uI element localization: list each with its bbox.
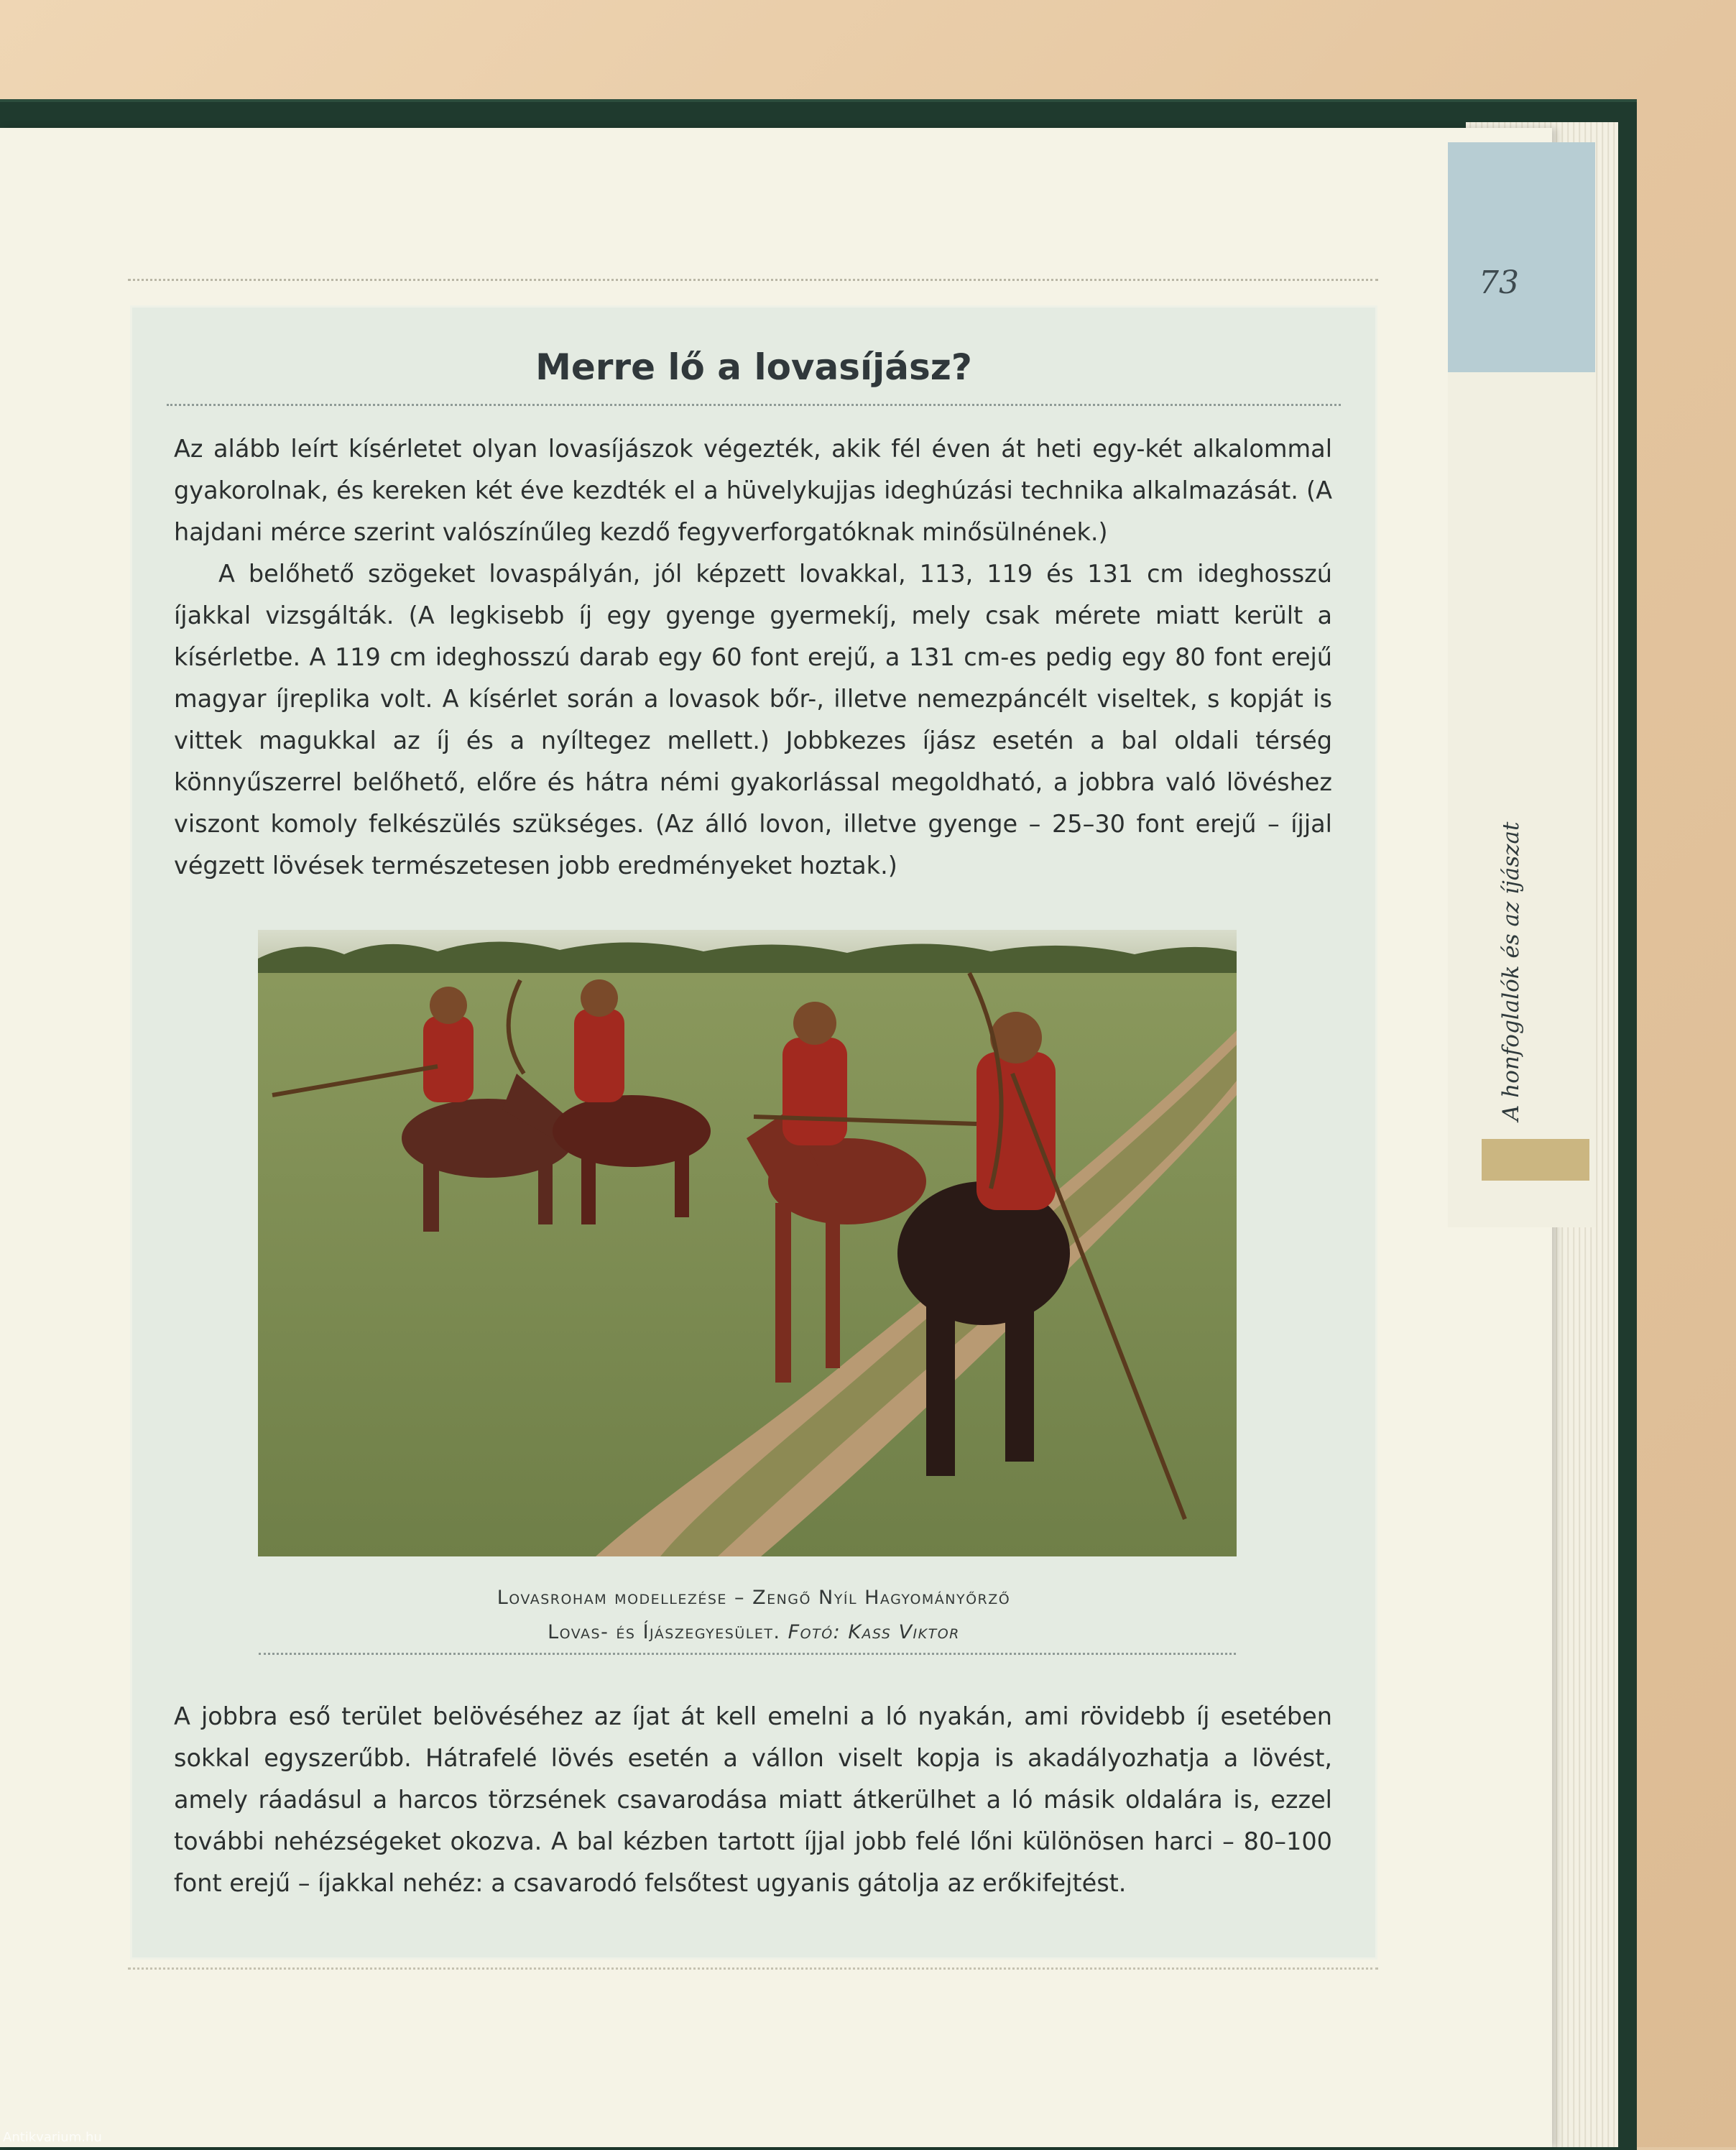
caption-dotted-rule	[259, 1653, 1236, 1655]
box-title: Merre lő a lovasíjász?	[535, 346, 972, 388]
bottom-dotted-rule	[128, 1967, 1378, 1970]
top-dotted-rule	[128, 279, 1378, 281]
sidebar-box	[132, 308, 1375, 1957]
title-dotted-rule	[167, 404, 1341, 406]
photo-caption	[132, 1581, 1375, 1650]
chapter-tab-band	[1448, 142, 1595, 372]
paragraph-intro: Az alább leírt kísérletet olyan lovasíjászok végezték, akik fél éven át heti egy-két alkalommal gyakorolnak, és kereken két éve kezdték el a hüvelykujjas ideghúzási technika alkalmazását. (A hajdani mérce szerint valószínűleg kezdő fegyverforgatóknak minősülnének.)	[174, 435, 1332, 546]
watermark-text: Antikvarium.hu	[3, 2130, 102, 2145]
photo-credit: Fotó: Kass Viktor	[788, 1621, 960, 1643]
caption-line-2	[132, 1615, 1375, 1650]
paragraph-experiment: A belőhető szögeket lovaspályán, jól képzett lovakkal, 113, 119 és 131 cm ideghosszú íjakkal vizsgálták. (A legkisebb íj egy gyenge gyermekíj, mely csak mérete miatt került a kísérletbe. A 119 cm ideghosszú darab egy 60 font erejű, a 131 cm-es pedig egy 80 font erejű magyar íjreplika volt. A kísérlet során a lovasok bőr-, illetve nemezpáncélt viseltek, s kopját is vittek magukkal az íj és a nyíltegez mellett.) Jobbkezes íjász esetén a bal oldali térség könnyűszerrel belőhető, előre és hátra némi gyakorlással megoldható, a jobbra való lövéshez viszont komoly felkészülés szükséges. (Az álló lovon, illetve gyenge – 25–30 font erejű – íjjal végzett lövések természetesen jobb eredményeket hoztak.)	[174, 560, 1332, 880]
running-head: A honfoglalók és az íjászat	[1498, 821, 1524, 1121]
caption-line-1: Lovasroham modellezése – Zengő Nyíl Hagyományőrző	[497, 1587, 1011, 1609]
paragraph-conclusion: A jobbra eső terület belövéséhez az íjat át kell emelni a ló nyakán, ami rövidebb íj esetében sokkal egyszerűbb. Hátrafelé lövés esetén a vállon viselt kopja is akadályozhatja a lövést, amely ráadásul a harcos törzsének csavarodása miatt átkerülhet a ló másik oldalára is, ezzel további nehézségeket okozva. A bal kézben tartott íjjal jobb felé lőni különösen harci – 80–100 font erejű – íjakkal nehéz: a csavarodó felsőtest ugyanis gátolja az erőkifejtést.	[174, 1702, 1332, 1897]
chapter-tab-marker	[1482, 1139, 1589, 1181]
page-number: 73	[1479, 264, 1519, 301]
horse-archers-photo	[258, 930, 1237, 1556]
caption-line-2-text: Lovas- és Íjászegyesület.	[548, 1621, 781, 1643]
